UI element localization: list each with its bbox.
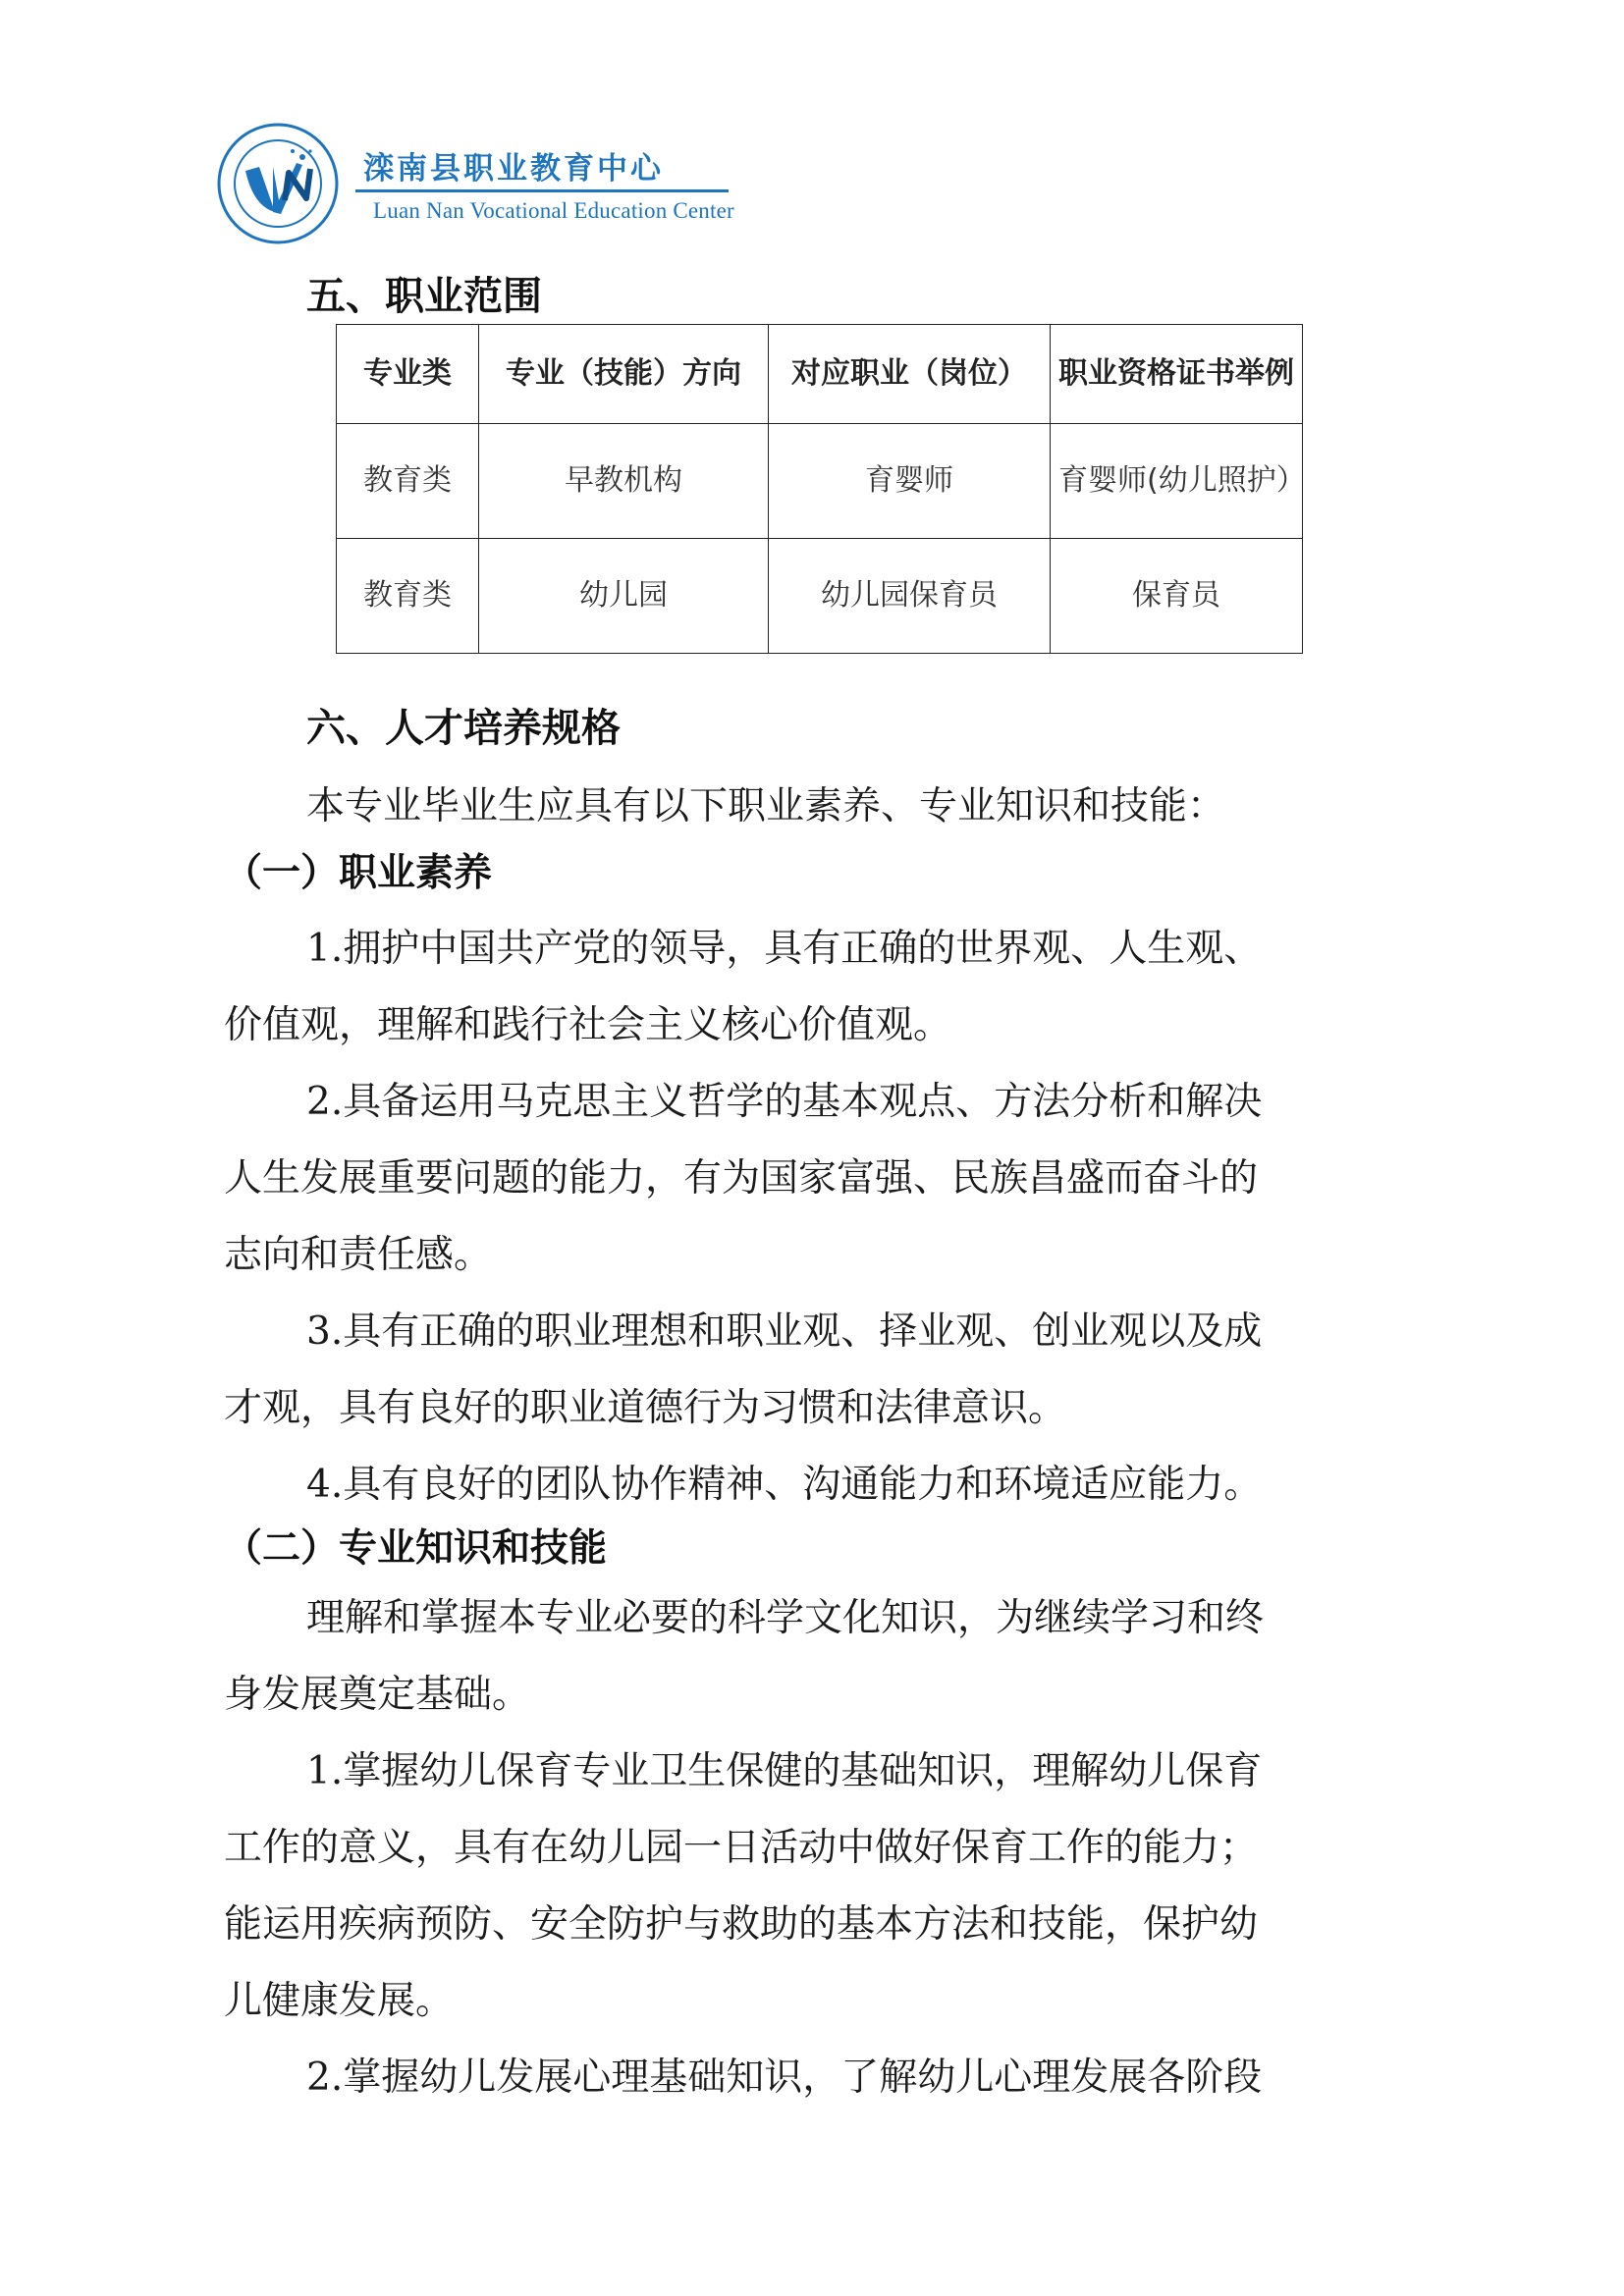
intro-paragraph: 本专业毕业生应具有以下职业素养、专业知识和技能： xyxy=(306,784,1226,828)
paragraph-line: 人生发展重要问题的能力，有为国家富强、民族昌盛而奋斗的 xyxy=(224,1156,1259,1201)
table-cell: 教育类 xyxy=(337,424,479,539)
paragraph-line: 4.具有良好的团队协作精神、沟通能力和环境适应能力。 xyxy=(306,1463,1263,1507)
occupation-table xyxy=(336,324,1306,654)
table-cell: 育婴师 xyxy=(769,424,1051,539)
section-title-occupation-scope: 五、职业范围 xyxy=(306,274,542,319)
table-row xyxy=(337,424,1303,539)
paragraph-line: 1.拥护中国共产党的领导，具有正确的世界观、人生观、 xyxy=(306,927,1263,971)
table-cell: 育婴师(幼儿照护） xyxy=(1051,424,1303,539)
table-header-cell: 专业（技能）方向 xyxy=(479,325,769,424)
table-header-row xyxy=(337,325,1303,424)
paragraph-line: 价值观，理解和践行社会主义核心价值观。 xyxy=(224,1003,952,1047)
page-header xyxy=(216,116,734,253)
paragraph-line: 工作的意义，具有在幼儿园一日活动中做好保育工作的能力； xyxy=(224,1826,1259,1870)
header-divider xyxy=(355,189,729,192)
paragraph-line: 儿健康发展。 xyxy=(224,1979,455,2023)
school-seal-icon xyxy=(216,122,340,245)
table-cell: 幼儿园 xyxy=(479,539,769,654)
org-name-en: Luan Nan Vocational Education Center xyxy=(373,198,734,223)
paragraph-line: 才观，具有良好的职业道德行为习惯和法律意识。 xyxy=(224,1386,1067,1430)
table-header-cell: 专业类 xyxy=(337,325,479,424)
paragraph-line: 2.掌握幼儿发展心理基础知识，了解幼儿心理发展各阶段 xyxy=(306,2056,1263,2100)
paragraph-line: 1.掌握幼儿保育专业卫生保健的基础知识，理解幼儿保育 xyxy=(306,1749,1263,1793)
paragraph-line: 理解和掌握本专业必要的科学文化知识，为继续学习和终 xyxy=(306,1596,1265,1640)
table-cell: 早教机构 xyxy=(479,424,769,539)
paragraph-line: 3.具有正确的职业理想和职业观、择业观、创业观以及成 xyxy=(306,1309,1263,1354)
table-cell: 幼儿园保育员 xyxy=(769,539,1051,654)
subsection-title-professional-quality: （一）职业素养 xyxy=(224,851,493,895)
paragraph-line: 2.具备运用马克思主义哲学的基本观点、方法分析和解决 xyxy=(306,1080,1263,1124)
paragraph-line: 能运用疾病预防、安全防护与救助的基本方法和技能，保护幼 xyxy=(224,1902,1259,1947)
subsection-title-knowledge-skills: （二）专业知识和技能 xyxy=(224,1526,608,1571)
org-name-cn: 滦南县职业教育中心 xyxy=(363,151,664,187)
table-header-cell: 职业资格证书举例 xyxy=(1051,325,1303,424)
table-cell: 教育类 xyxy=(337,539,479,654)
paragraph-line: 志向和责任感。 xyxy=(224,1233,493,1277)
table-cell: 保育员 xyxy=(1051,539,1303,654)
table-header-cell: 对应职业（岗位） xyxy=(769,325,1051,424)
table-row xyxy=(337,539,1303,654)
section-title-talent-specs: 六、人才培养规格 xyxy=(306,706,621,751)
paragraph-line: 身发展奠定基础。 xyxy=(224,1673,531,1717)
